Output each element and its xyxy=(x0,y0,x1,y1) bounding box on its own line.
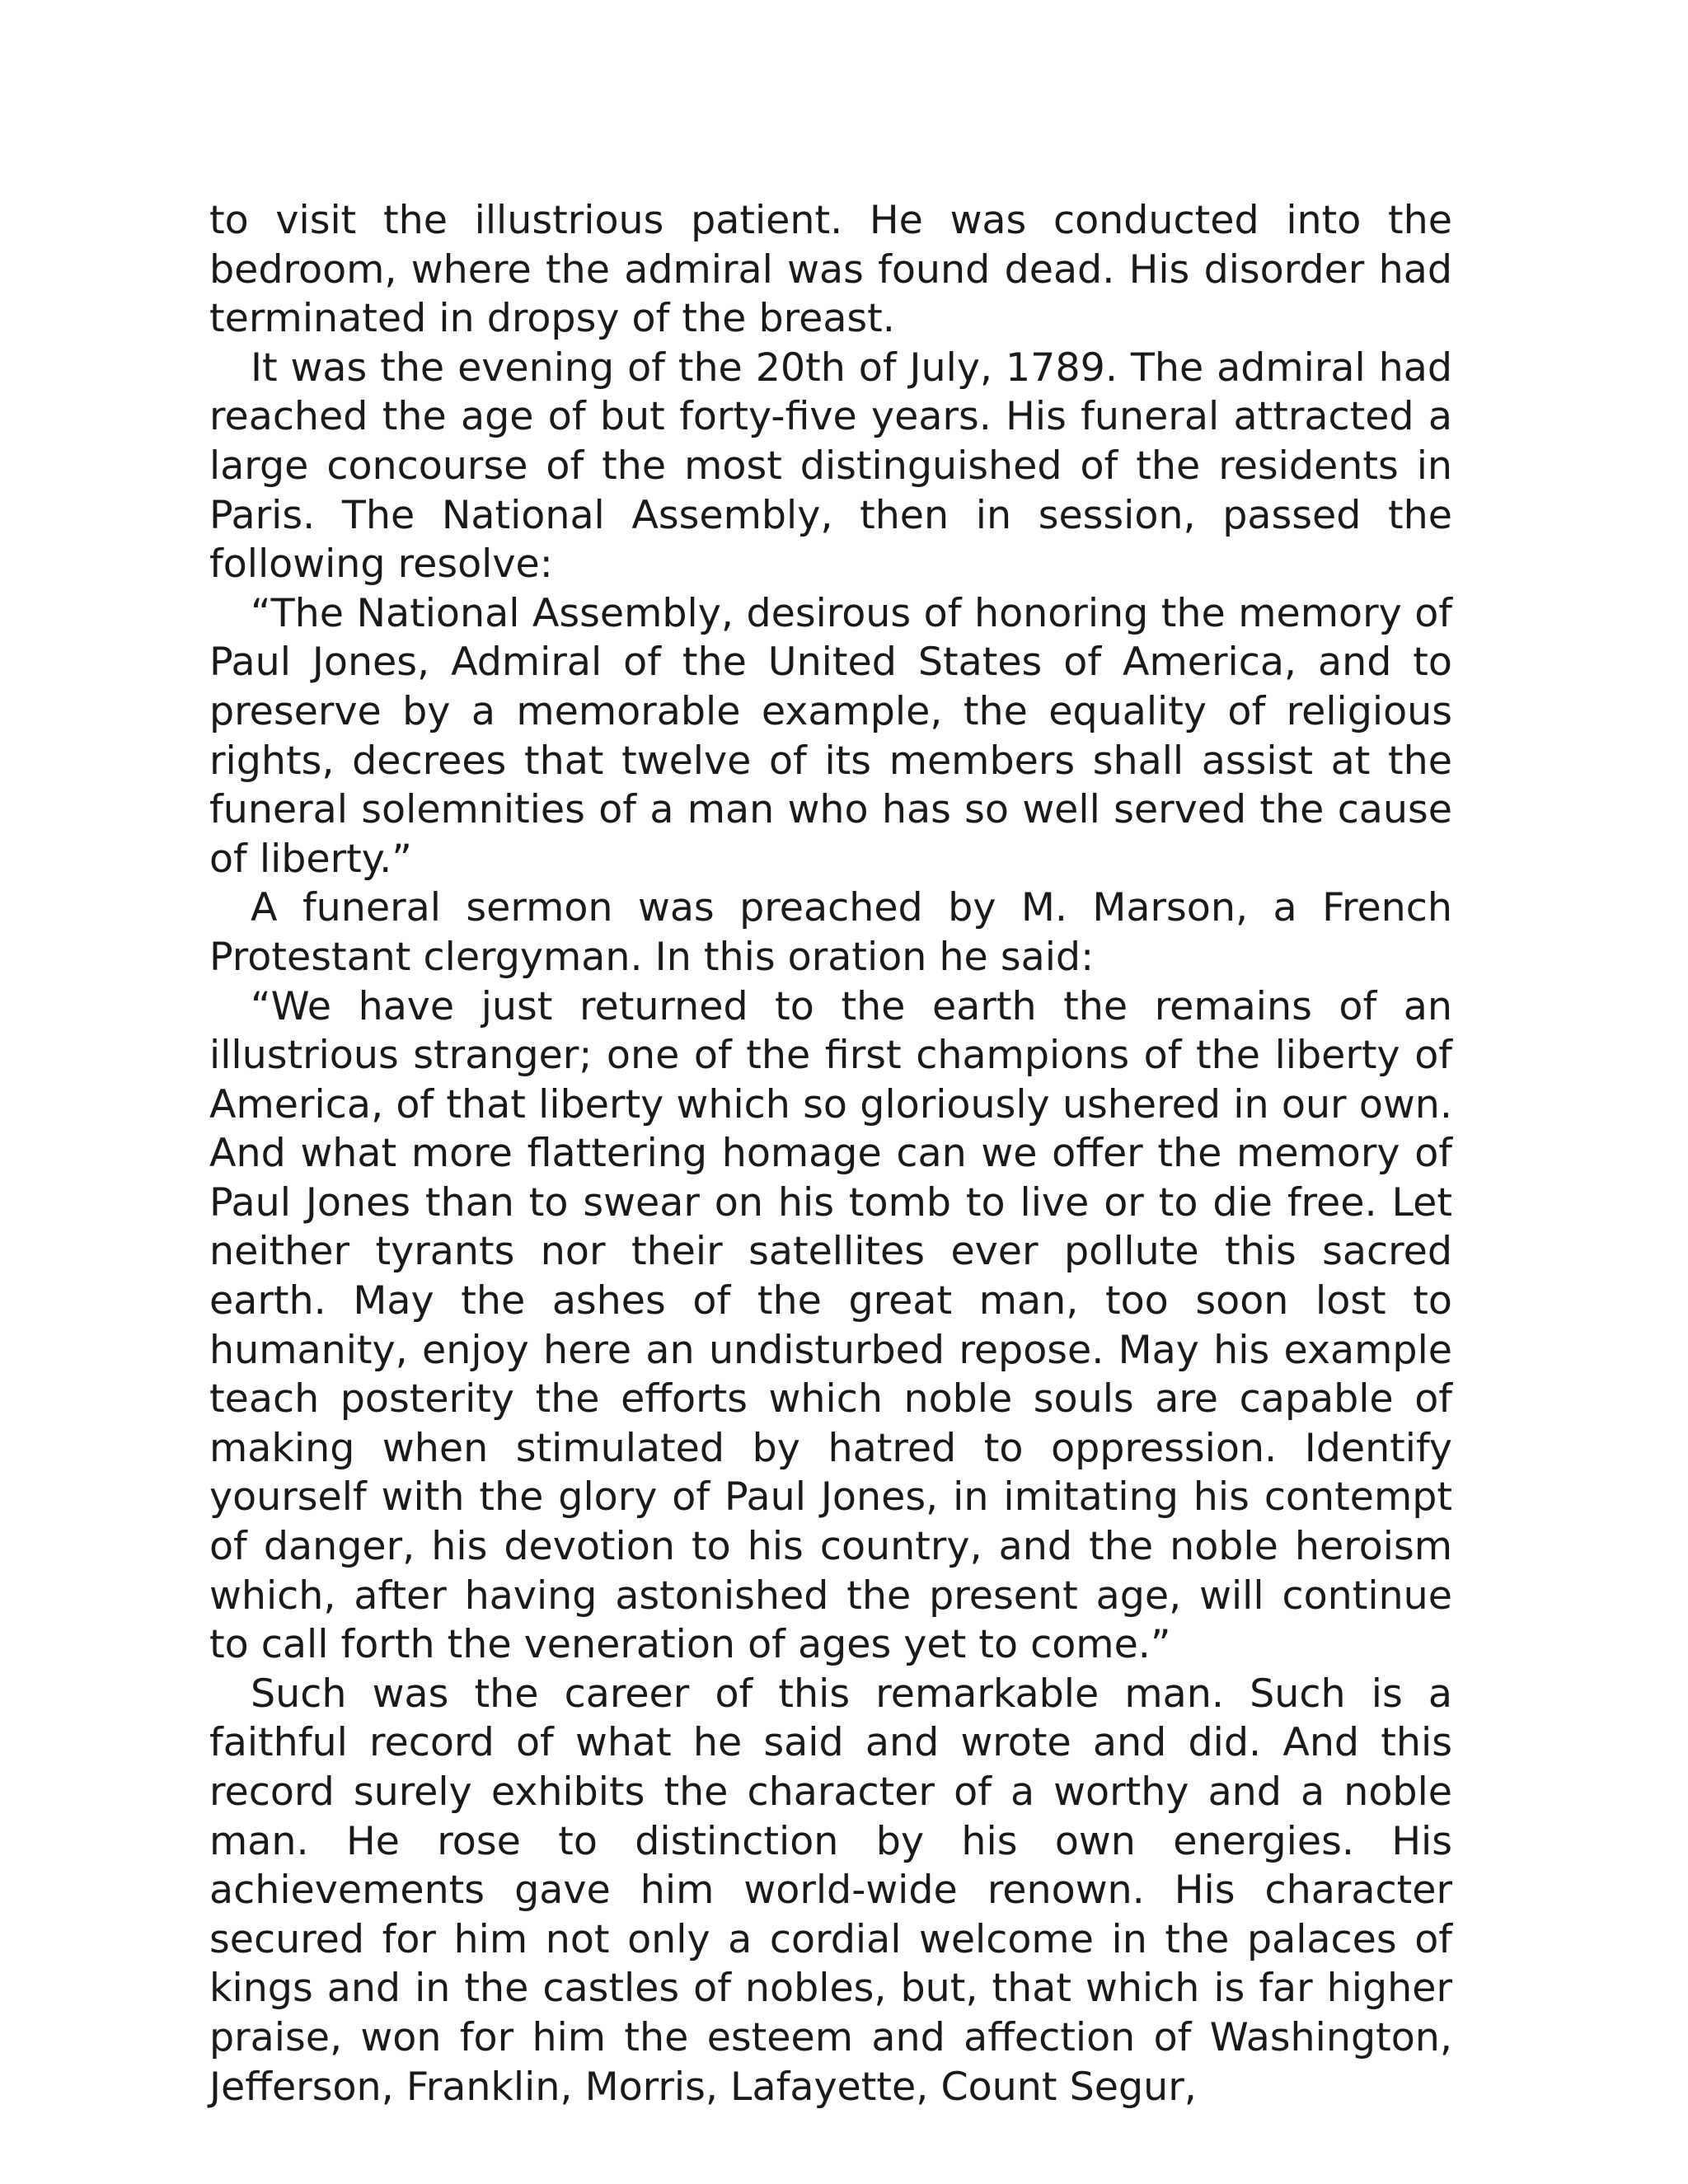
paragraph-6: Such was the career of this remarkable man. Such is a faithful record of what he said and wrote and did. And this record surely exhibits the character of a worthy and a noble man. He rose to distinction by his own energies. His achievements gave him world-wide renown. His character secured for him not only a cordial welcome in the palaces of kings and in the castles of nobles, but, that which is far higher praise, won for him the esteem and affection of Washington, Jefferson, Franklin, Morris, Lafayette, Count Segur, xyxy=(209,1671,1452,2110)
paragraph-3: “The National Assembly, desirous of honoring the memory of Paul Jones, Admiral of the United States of America, and to preserve by a memorable example, the equality of religious rights, decrees that twelve of its members shall assist at the funeral solemnities of a man who has so well served the cause of liberty.” xyxy=(209,590,1452,882)
paragraph-5: “We have just returned to the earth the remains of an illustrious stranger; one of the first champions of the liberty of America, of that liberty which so gloriously ushered in our own. And what more flattering homage can we offer the memory of Paul Jones than to swear on his tomb to live or to die free. Let neither tyrants nor their satellites ever pollute this sacred earth. May the ashes of the great man, too soon lost to humanity, enjoy here an undisturbed repose. May his example teach posterity the efforts which noble souls are capable of making when stimulated by hatred to oppression. Identify yourself with the glory of Paul Jones, in imitating his contempt of danger, his devotion to his country, and the noble heroism which, after having astonished the present age, will continue to call forth the veneration of ages yet to come.” xyxy=(209,983,1452,1668)
page-body xyxy=(209,196,1452,2111)
paragraph-1: to visit the illustrious patient. He was conducted into the bedroom, where the admiral was found dead. His disorder had terminated in dropsy of the breast. xyxy=(209,198,1452,342)
paragraph-4: A funeral sermon was preached by M. Marson, a French Protestant clergyman. In this oration he said: xyxy=(209,885,1452,980)
paragraph-2: It was the evening of the 20th of July, 1789. The admiral had reached the age of but forty-five years. His funeral attracted a large concourse of the most distinguished of the residents in Paris. The National Assembly, then in session, passed the following resolve: xyxy=(209,344,1452,588)
